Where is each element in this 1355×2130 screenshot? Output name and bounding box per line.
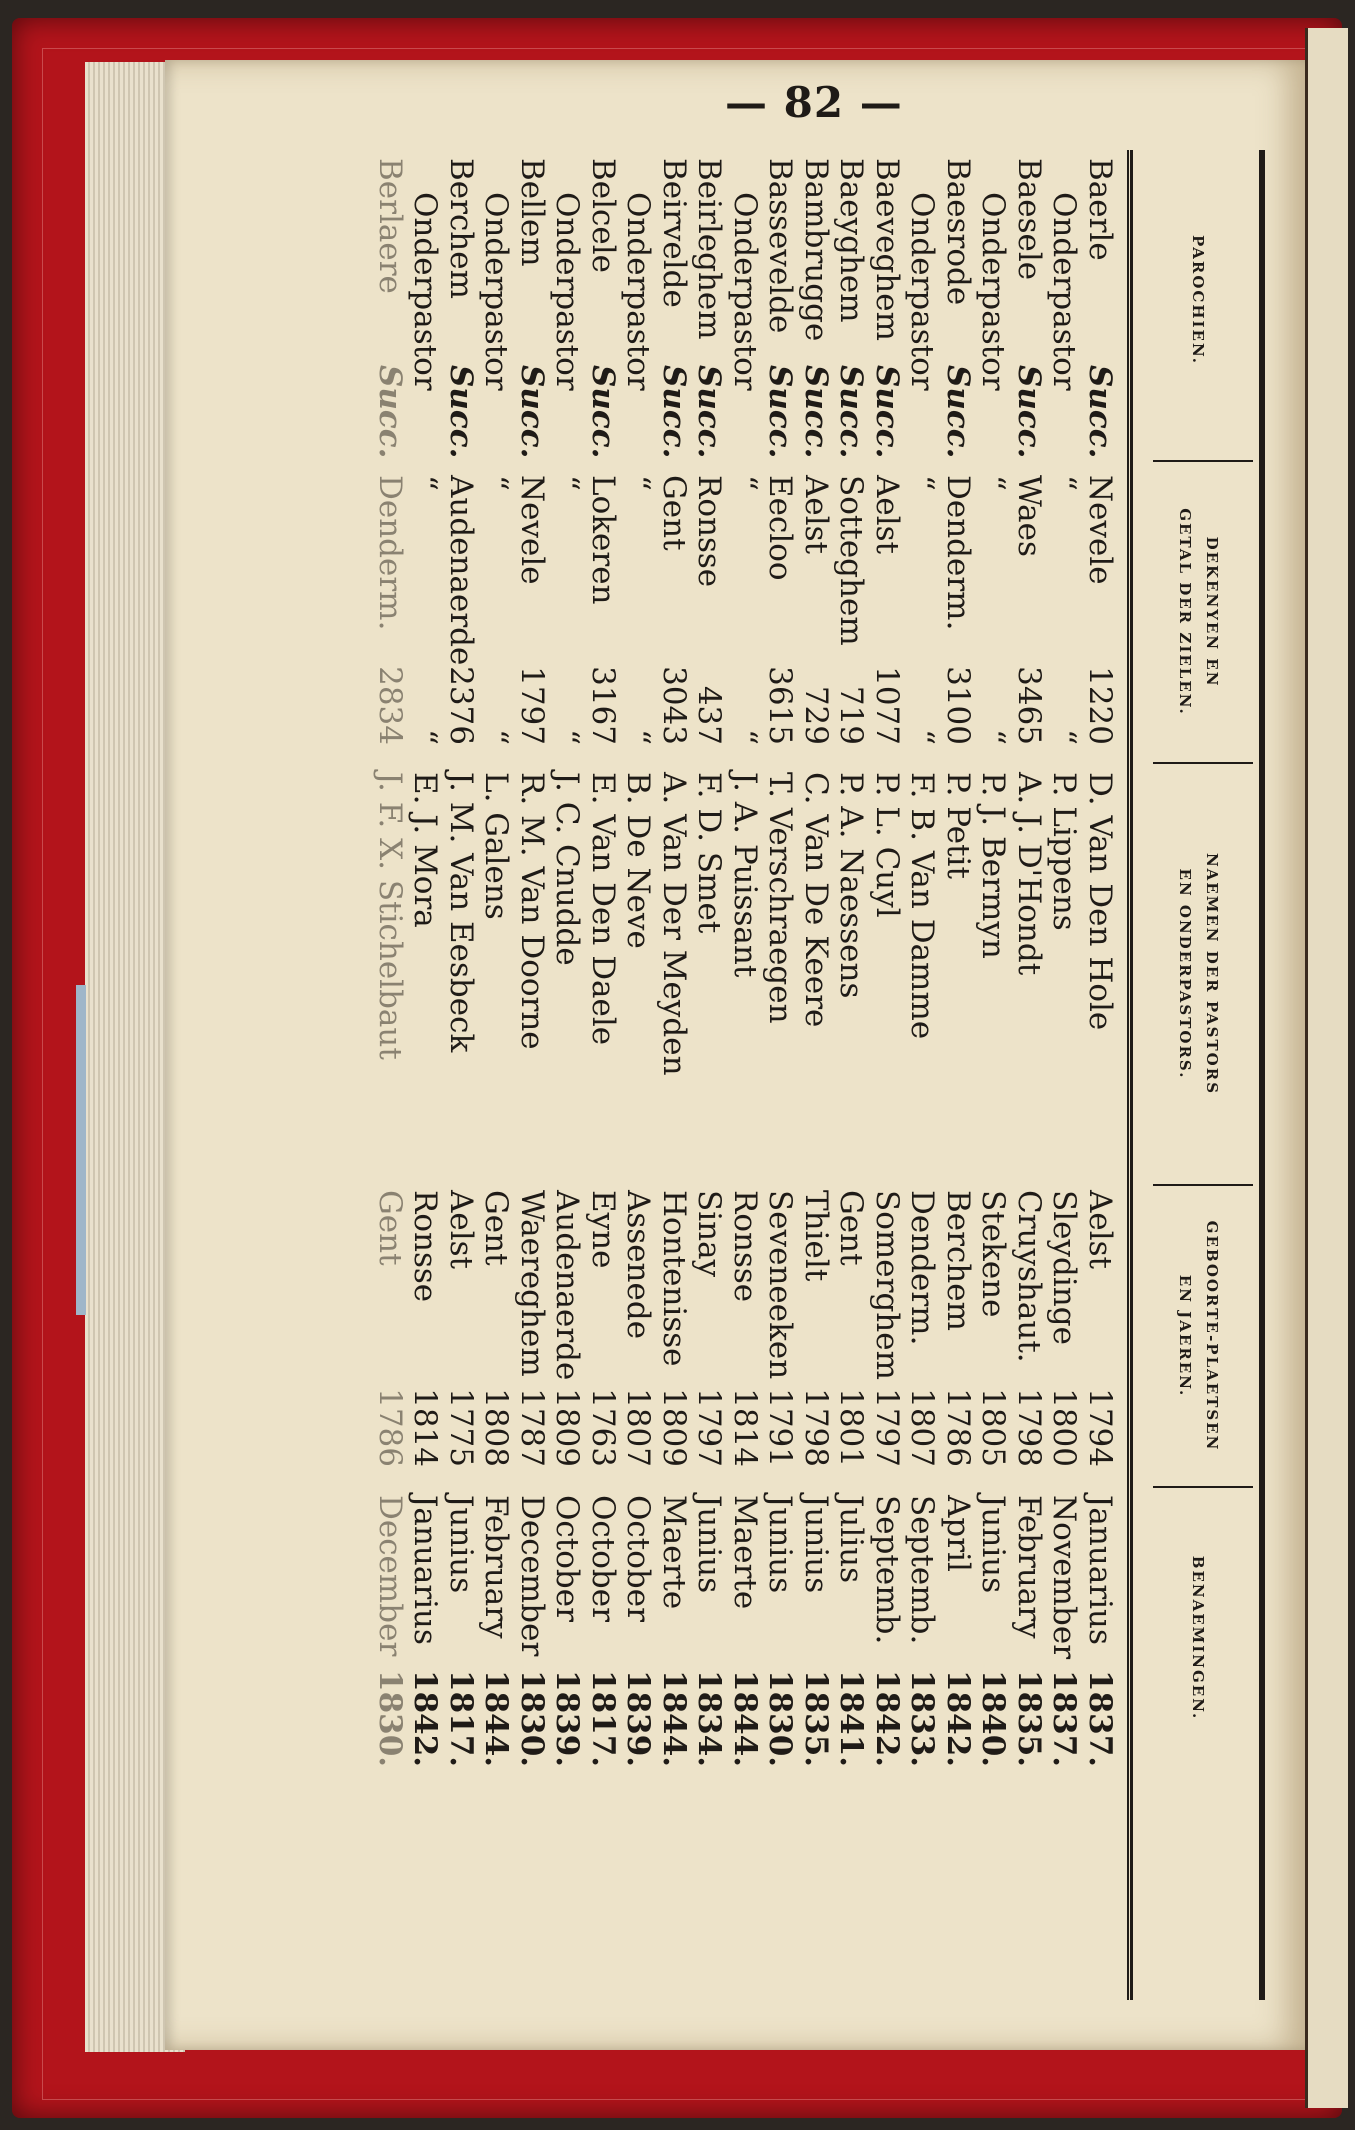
cell-maend: Januarius [407,1495,444,1645]
cell-naem: P. J. Bermyn [975,772,1012,959]
cell-plaets: Somerghem [869,1190,905,1381]
cell-zielen: 3100 [940,666,976,745]
cell-plaets: Gent [372,1190,408,1266]
cell-maend-jaer: 1840. [975,1670,1012,1768]
cell-maend-jaer: 1841. [833,1670,870,1768]
cell-parochie: Baesrode [940,158,976,306]
cell-jaer: 1798 [1011,1388,1047,1467]
bookmark-tab [76,985,86,1315]
cell-deken: “ [620,475,657,491]
cell-jaer: 1797 [691,1388,728,1467]
cell-parochie: Onderpastor [727,192,763,391]
cell-plaets: Waereghem [514,1190,550,1377]
cell-maend-jaer: 1844. [656,1670,692,1768]
cell-parochie: Berchem [443,158,479,300]
cell-succ: Succ. [656,365,692,459]
table-row [1082,150,1118,2000]
cell-naem: P. L. Cuyl [869,772,905,918]
cell-deken: Waes [1011,475,1047,557]
header-dekenyen-sub: GETAL DER ZIELEN. [1176,508,1194,716]
cell-parochie: Bassevelde [762,158,799,334]
cell-naem: F. B. Van Damme [904,772,941,1040]
cell-parochie: Belcele [585,158,621,274]
cell-maend-jaer: 1844. [727,1670,763,1768]
table-row [940,150,976,2000]
cell-deken: Denderm. [940,475,976,631]
cell-plaets: Gent [833,1190,870,1266]
cell-plaets: Aelst [1082,1190,1118,1270]
table-row [833,150,869,2000]
table-row [585,150,621,2000]
cell-deken: Aelst [869,475,905,555]
cell-jaer: 1814 [407,1388,444,1467]
cell-maend: Junius [798,1495,834,1594]
cell-deken: Aelst [798,475,834,555]
cell-naem: B. De Neve [620,772,657,949]
cell-maend: Maerte [656,1495,692,1610]
cell-maend: October [620,1495,657,1622]
cell-maend-jaer: 1835. [798,1670,834,1768]
cell-jaer: 1800 [1046,1388,1083,1467]
cell-jaer: 1807 [620,1388,657,1467]
cell-maend-jaer: 1830. [372,1670,408,1768]
header-geboorte-label: GEBOORTE-PLAETSEN [1203,1220,1221,1452]
cell-succ: Succ. [1082,365,1118,459]
cell-jaer: 1794 [1082,1388,1118,1467]
cell-deken: Lokeren [585,475,621,605]
cell-plaets: Berchem [940,1190,976,1332]
cell-maend: Junius [975,1495,1012,1594]
cell-maend: Septemb. [904,1495,941,1645]
cell-zielen: “ [975,729,1012,745]
cell-maend-jaer: 1817. [443,1670,479,1768]
cell-plaets: Assenede [620,1190,657,1340]
cell-naem: A. J. D'Hondt [1011,772,1047,976]
cell-maend-jaer: 1839. [549,1670,586,1768]
cell-deken: Audenaerde [443,475,479,666]
table-row [443,150,479,2000]
header-geboorte [1143,1186,1253,1486]
cell-naem: L. Galens [478,772,515,920]
cell-succ: Succ. [1011,365,1047,459]
cell-parochie: Bambrugge [798,158,834,342]
cell-parochie: Onderpastor [1046,192,1083,391]
cell-parochie: Bellem [514,158,550,267]
cell-succ: Succ. [833,365,870,459]
table-row [549,150,585,2000]
cell-maend: Junius [443,1495,479,1594]
cell-zielen: 2376 [443,666,479,745]
cell-maend-jaer: 1830. [762,1670,799,1768]
cell-parochie: Beirvelde [656,158,692,308]
cell-zielen: 729 [798,685,834,745]
cell-naem: J. C. Cnudde [549,772,586,966]
cell-zielen: “ [904,729,941,745]
next-page-edge [1305,28,1348,2108]
table-row [869,150,905,2000]
cell-parochie: Onderpastor [975,192,1012,391]
cell-jaer: 1798 [798,1388,834,1467]
table-row [656,150,692,2000]
cell-maend: December [514,1495,550,1657]
cell-maend: October [585,1495,621,1622]
cell-parochie: Onderpastor [620,192,657,391]
cell-parochie: Baerle [1082,158,1118,261]
table-row [620,150,656,2000]
table-row [372,150,408,2000]
cell-naem: F. D. Smet [691,772,728,934]
cell-plaets: Audenaerde [549,1190,586,1381]
header-parochien [1143,150,1253,450]
cell-parochie: Baesele [1011,158,1047,281]
cell-plaets: Eyne [585,1190,621,1269]
cell-deken: “ [407,475,444,491]
cell-naem: E. Van Den Daele [585,772,621,1046]
table-row [407,150,443,2000]
cell-jaer: 1797 [869,1388,905,1467]
cell-jaer: 1787 [514,1388,550,1467]
cell-deken: Sotteghem [833,475,870,646]
cell-succ: Succ. [691,365,728,459]
table-row [1046,150,1082,2000]
cell-succ: Succ. [798,365,834,459]
cell-maend-jaer: 1844. [478,1670,515,1768]
cell-zielen: “ [620,729,657,745]
cell-plaets: Seveneeken [762,1190,799,1380]
cell-parochie: Beirleghem [691,158,728,340]
cell-plaets: Sinay [691,1190,728,1278]
cell-zielen: 3615 [762,666,799,745]
cell-naem: P. Petit [940,772,976,879]
cell-maend: Junius [762,1495,799,1594]
cell-zielen: “ [407,729,444,745]
cell-deken: Eecloo [762,475,799,581]
header-benaemingen [1143,1488,1253,1788]
cell-naem: J. A. Puissant [727,772,763,978]
cell-maend: Junius [691,1495,728,1594]
header-benaemingen-label: BENAEMINGEN. [1189,1555,1208,1721]
cell-maend-jaer: 1837. [1082,1670,1118,1768]
cell-deken: “ [904,475,941,491]
cell-succ: Succ. [372,365,408,459]
cell-zielen: 1220 [1082,666,1118,745]
header-naemen [1143,764,1253,1184]
cell-succ: Succ. [869,365,905,459]
cell-parochie: Onderpastor [549,192,586,391]
cell-zielen: “ [727,729,763,745]
cell-deken: “ [549,475,586,491]
cell-jaer: 1763 [585,1388,621,1467]
cell-zielen: 3465 [1011,666,1047,745]
rotated-table [300,150,1265,2000]
cell-plaets: Hontenisse [656,1190,692,1367]
table-row [691,150,727,2000]
cell-deken: “ [478,475,515,491]
cell-naem: D. Van Den Hole [1082,772,1118,1031]
table-row [1011,150,1047,2000]
cell-naem: P. Lippens [1046,772,1083,931]
cell-deken: Ronsse [691,475,728,588]
cell-plaets: Denderm. [904,1190,941,1346]
cell-deken: Nevele [1082,475,1118,585]
cell-maend: February [1011,1495,1047,1639]
cell-naem: E. J. Mora [407,772,444,928]
cell-maend-jaer: 1839. [620,1670,657,1768]
cell-maend: November [1046,1495,1083,1660]
cell-zielen: “ [549,729,586,745]
page-number: — 82 — [725,78,903,127]
cell-zielen: 3043 [656,666,692,745]
cell-plaets: Cruyshaut. [1011,1190,1047,1363]
cell-zielen: 1797 [514,666,550,745]
table-row [798,150,834,2000]
header-rule [1127,150,1133,2000]
cell-jaer: 1808 [478,1388,515,1467]
cell-jaer: 1809 [549,1388,586,1467]
cell-maend-jaer: 1833. [904,1670,941,1768]
cell-naem: T. Verschraegen [762,772,799,1024]
cell-naem: R. M. Van Doorne [514,772,550,1050]
cell-plaets: Gent [478,1190,515,1266]
table-row [478,150,514,2000]
cell-parochie: Baeyghem [833,158,870,323]
cell-maend-jaer: 1842. [869,1670,905,1768]
cell-maend-jaer: 1817. [585,1670,621,1768]
table-row [727,150,763,2000]
table-body [372,150,1118,2000]
cell-deken: Denderm. [372,475,408,631]
header-naemen-label: NAEMEN DER PASTORS [1203,852,1221,1096]
cell-zielen: 1077 [869,666,905,745]
cell-maend: Maerte [727,1495,763,1610]
cell-naem: J. M. Van Eesbeck [443,772,479,1053]
cell-parochie: Baeveghem [869,158,905,342]
cell-plaets: Thielt [798,1190,834,1282]
cell-plaets: Stekene [975,1190,1012,1318]
cell-maend: Julius [833,1495,870,1584]
cell-maend-jaer: 1834. [691,1670,728,1768]
cell-plaets: Ronsse [407,1190,444,1303]
header-dekenyen [1143,462,1253,762]
cell-jaer: 1814 [727,1388,763,1467]
cell-jaer: 1801 [833,1388,870,1467]
cell-plaets: Ronsse [727,1190,763,1303]
header-dekenyen-label: DEKENYEN EN [1203,536,1221,688]
cell-maend-jaer: 1842. [407,1670,444,1768]
cell-naem: C. Van De Keere [798,772,834,1028]
cell-plaets: Aelst [443,1190,479,1270]
cell-maend-jaer: 1842. [940,1670,976,1768]
table-row [514,150,550,2000]
header-parochien-label: PAROCHIEN. [1189,235,1208,365]
table-row [975,150,1011,2000]
cell-parochie: Onderpastor [478,192,515,391]
table-row [762,150,798,2000]
cell-jaer: 1775 [443,1388,479,1467]
cell-zielen: 2834 [372,666,408,745]
cell-succ: Succ. [514,365,550,459]
cell-naem: J. F. X. Stichelbaut [372,772,408,1060]
cell-deken: Nevele [514,475,550,585]
cell-naem: P. A. Naessens [833,772,870,999]
cell-deken: “ [1046,475,1083,491]
cell-jaer: 1809 [656,1388,692,1467]
cell-parochie: Berlaere [372,158,408,294]
cell-succ: Succ. [585,365,621,459]
cell-jaer: 1805 [975,1388,1012,1467]
cell-naem: A. Van Der Meyden [656,772,692,1076]
table-top-rule [1259,150,1265,2000]
cell-deken: Gent [656,475,692,551]
cell-parochie: Onderpastor [407,192,444,391]
cell-maend: December [372,1495,408,1657]
cell-jaer: 1791 [762,1388,799,1467]
cell-maend-jaer: 1830. [514,1670,550,1768]
cell-maend-jaer: 1837. [1046,1670,1083,1768]
header-geboorte-sub: EN JAEREN. [1176,1274,1194,1398]
cell-jaer: 1786 [940,1388,976,1467]
header-naemen-sub: EN ONDERPASTORS. [1176,868,1194,1080]
cell-zielen: 3167 [585,666,621,745]
cell-maend: October [549,1495,586,1622]
cell-maend: February [478,1495,515,1639]
cell-maend: Septemb. [869,1495,905,1645]
cell-maend: April [940,1495,976,1572]
cell-deken: “ [727,475,763,491]
table-row [904,150,940,2000]
cell-deken: “ [975,475,1012,491]
cell-zielen: “ [478,729,515,745]
cell-succ: Succ. [762,365,799,459]
cell-succ: Succ. [940,365,976,459]
cell-parochie: Onderpastor [904,192,941,391]
cell-succ: Succ. [443,365,479,459]
cell-zielen: 719 [833,685,870,745]
cell-zielen: “ [1046,729,1083,745]
cell-zielen: 437 [691,685,728,745]
cell-maend: Januarius [1082,1495,1118,1645]
cell-jaer: 1786 [372,1388,408,1467]
cell-jaer: 1807 [904,1388,941,1467]
cell-plaets: Sleydinge [1046,1190,1083,1345]
cell-maend-jaer: 1835. [1011,1670,1047,1768]
